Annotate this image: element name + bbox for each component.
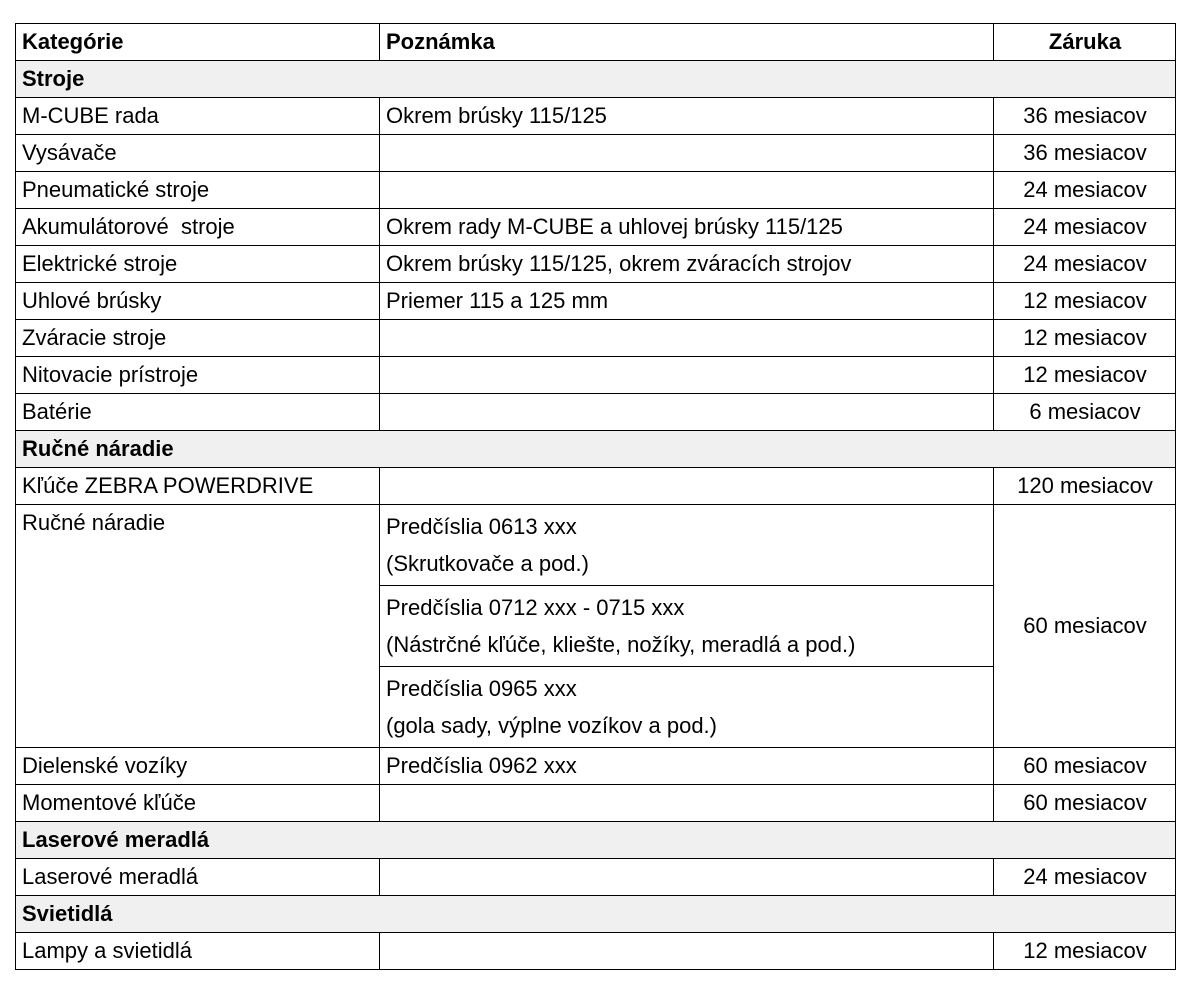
- table-row: [16, 357, 1176, 394]
- note-cell: Predčíslia 0962 xxx: [380, 748, 994, 785]
- warranty-cell: 12 mesiacov: [994, 933, 1176, 970]
- table-row: [16, 172, 1176, 209]
- warranty-cell: 24 mesiacov: [994, 209, 1176, 246]
- warranty-cell: 12 mesiacov: [994, 320, 1176, 357]
- category-cell: Dielenské vozíky: [16, 748, 380, 785]
- note-cell: [380, 667, 994, 748]
- header-category: Kategórie: [16, 24, 380, 61]
- table-row: [16, 859, 1176, 896]
- warranty-cell: 36 mesiacov: [994, 135, 1176, 172]
- section-title: Laserové meradlá: [16, 822, 1176, 859]
- note-line: Predčíslia 0712 xxx - 0715 xxx: [386, 595, 685, 620]
- category-cell: Ručné náradie: [16, 505, 380, 748]
- warranty-cell: 120 mesiacov: [994, 468, 1176, 505]
- warranty-cell: 36 mesiacov: [994, 98, 1176, 135]
- table-row: [16, 283, 1176, 320]
- header-note: Poznámka: [380, 24, 994, 61]
- warranty-cell: 24 mesiacov: [994, 172, 1176, 209]
- category-cell: Kľúče ZEBRA POWERDRIVE: [16, 468, 380, 505]
- category-cell: M-CUBE rada: [16, 98, 380, 135]
- category-cell: Pneumatické stroje: [16, 172, 380, 209]
- warranty-cell: 12 mesiacov: [994, 283, 1176, 320]
- table-row: [16, 209, 1176, 246]
- section-row-stroje: [16, 61, 1176, 98]
- warranty-table: [15, 23, 1176, 970]
- warranty-cell: 60 mesiacov: [994, 505, 1176, 748]
- table-row: [16, 505, 1176, 586]
- note-cell: [380, 785, 994, 822]
- section-title: Ručné náradie: [16, 431, 1176, 468]
- note-cell: [380, 172, 994, 209]
- table-row: [16, 246, 1176, 283]
- note-line: Predčíslia 0613 xxx: [386, 514, 577, 539]
- warranty-cell: 60 mesiacov: [994, 785, 1176, 822]
- section-row-rucne-naradie: [16, 431, 1176, 468]
- note-cell: Okrem brúsky 115/125: [380, 98, 994, 135]
- note-cell: Okrem rady M-CUBE a uhlovej brúsky 115/125: [380, 209, 994, 246]
- note-cell: [380, 320, 994, 357]
- note-cell: Priemer 115 a 125 mm: [380, 283, 994, 320]
- category-cell: Elektrické stroje: [16, 246, 380, 283]
- note-cell: [380, 357, 994, 394]
- table-row: [16, 135, 1176, 172]
- table-row: [16, 933, 1176, 970]
- section-row-laserove-meradla: [16, 822, 1176, 859]
- note-cell: [380, 468, 994, 505]
- note-cell: [380, 394, 994, 431]
- warranty-cell: 60 mesiacov: [994, 748, 1176, 785]
- table-row: [16, 98, 1176, 135]
- note-cell: Okrem brúsky 115/125, okrem zváracích strojov: [380, 246, 994, 283]
- table-row: [16, 748, 1176, 785]
- category-cell: Batérie: [16, 394, 380, 431]
- note-cell: [380, 933, 994, 970]
- note-cell: [380, 135, 994, 172]
- category-cell: Laserové meradlá: [16, 859, 380, 896]
- note-line: (gola sady, výplne vozíkov a pod.): [386, 713, 717, 738]
- note-line: (Skrutkovače a pod.): [386, 551, 589, 576]
- section-title: Stroje: [16, 61, 1176, 98]
- warranty-cell: 24 mesiacov: [994, 859, 1176, 896]
- note-line: Predčíslia 0965 xxx: [386, 676, 577, 701]
- category-cell: Uhlové brúsky: [16, 283, 380, 320]
- table-row: [16, 468, 1176, 505]
- section-title: Svietidlá: [16, 896, 1176, 933]
- category-cell: Lampy a svietidlá: [16, 933, 380, 970]
- category-cell: Vysávače: [16, 135, 380, 172]
- warranty-cell: 6 mesiacov: [994, 394, 1176, 431]
- note-line: (Nástrčné kľúče, kliešte, nožíky, meradlá a pod.): [386, 632, 856, 657]
- table-row: [16, 785, 1176, 822]
- warranty-cell: 12 mesiacov: [994, 357, 1176, 394]
- header-warranty: Záruka: [994, 24, 1176, 61]
- category-cell: Akumulátorové stroje: [16, 209, 380, 246]
- category-cell: Zváracie stroje: [16, 320, 380, 357]
- header-row: [16, 24, 1176, 61]
- section-row-svietidla: [16, 896, 1176, 933]
- category-cell: Nitovacie prístroje: [16, 357, 380, 394]
- table-row: [16, 394, 1176, 431]
- note-cell: [380, 505, 994, 586]
- note-cell: [380, 859, 994, 896]
- category-cell: Momentové kľúče: [16, 785, 380, 822]
- note-cell: [380, 586, 994, 667]
- table-row: [16, 320, 1176, 357]
- warranty-cell: 24 mesiacov: [994, 246, 1176, 283]
